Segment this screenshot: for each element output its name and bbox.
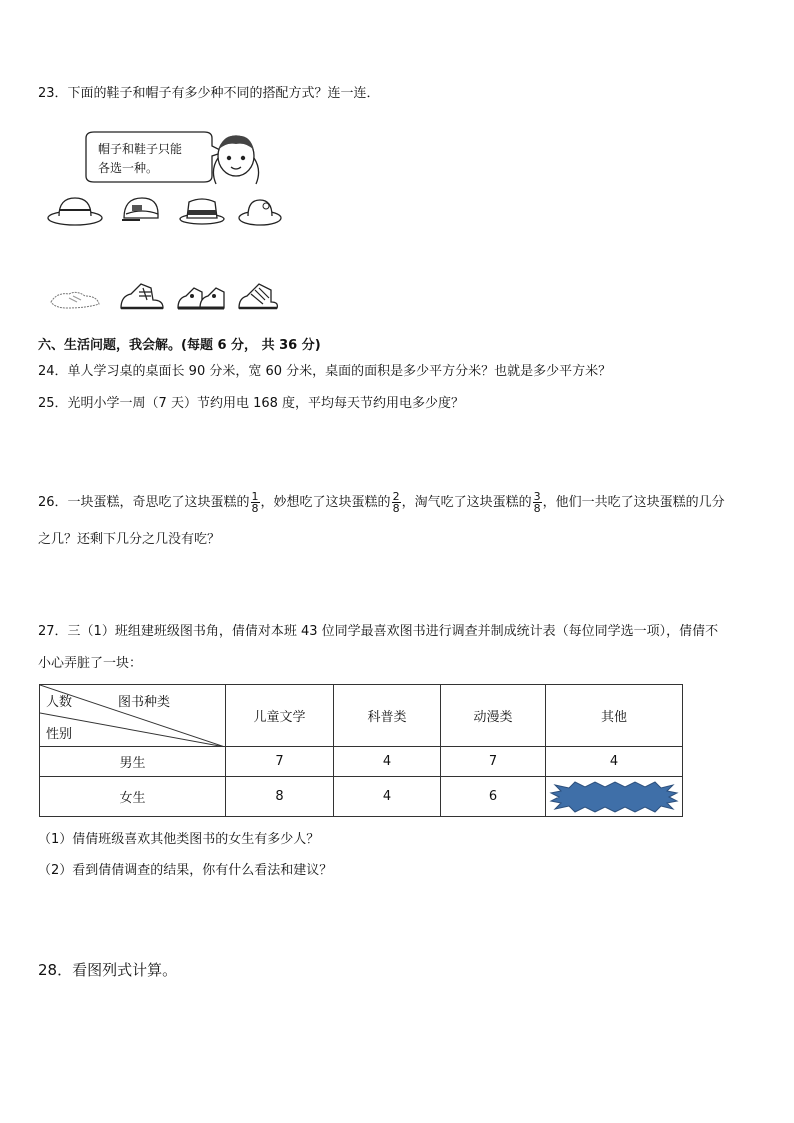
question-24-text: 24．单人学习桌的桌面长 90 分米，宽 60 分米，桌面的面积是多少平方分米？也就是多少平方米？ — [38, 364, 612, 379]
row-label-girls: 女生 — [40, 777, 226, 817]
cell-girls-3-stained — [546, 777, 683, 817]
frac1-denominator: 8 — [251, 502, 259, 515]
bubble-text-line2: 各选一种。 — [98, 161, 159, 175]
fraction-2-8 — [392, 491, 401, 514]
q26-part3: ，淘气吃了这块蛋糕的 — [401, 495, 532, 510]
cell-boys-2: 7 — [441, 747, 546, 777]
question-28-text: 28．看图列式计算。 — [38, 961, 178, 979]
hat-icon-2 — [118, 192, 164, 228]
shoe-icon-4 — [235, 280, 281, 314]
fraction-3-8 — [533, 491, 542, 514]
table-row-girls — [40, 777, 683, 817]
q26-part2: ，妙想吃了这块蛋糕的 — [260, 495, 391, 510]
cell-girls-1: 4 — [334, 777, 441, 817]
frac3-denominator: 8 — [533, 502, 541, 515]
section-6-heading: 六、生活问题，我会解。(每题 6 分， 共 36 分) — [38, 338, 321, 353]
q26-part4: ，他们一共吃了这块蛋糕的几分 — [542, 495, 725, 510]
bubble-text-line1: 帽子和鞋子只能 — [98, 142, 183, 156]
table-corner-cell — [40, 685, 226, 747]
cell-boys-1: 4 — [334, 747, 441, 777]
frac1-numerator: 1 — [251, 490, 259, 503]
frac2-denominator: 8 — [392, 502, 400, 515]
corner-label-count: 人数 — [46, 695, 73, 710]
girl-icon — [206, 128, 266, 190]
hat-icon-4 — [236, 192, 284, 228]
question-27-line2: 小心弄脏了一块： — [38, 656, 143, 671]
shoe-icon-3 — [174, 282, 228, 314]
row-label-boys: 男生 — [40, 747, 226, 777]
cell-boys-3: 4 — [546, 747, 683, 777]
question-26-line2: 之几？还剩下几分之几没有吃？ — [38, 532, 221, 547]
column-header-children-literature: 儿童文学 — [226, 685, 334, 747]
ink-stain-icon — [549, 781, 679, 813]
cell-girls-0: 8 — [226, 777, 334, 817]
stain-shape — [551, 782, 677, 812]
cell-boys-0: 7 — [226, 747, 334, 777]
question-26-line1 — [38, 490, 725, 516]
question-27-sub1: （1）倩倩班级喜欢其他类图书的女生有多少人？ — [38, 832, 320, 847]
hat-icon-3 — [177, 192, 227, 228]
hat-icon-1 — [45, 192, 105, 228]
column-header-comics: 动漫类 — [441, 685, 546, 747]
shoe-icon-1 — [47, 284, 103, 314]
table-row-boys — [40, 747, 683, 777]
column-header-other: 其他 — [546, 685, 683, 747]
corner-label-category: 图书种类 — [118, 695, 171, 710]
fraction-1-8-a — [251, 491, 260, 514]
question-25-text: 25．光明小学一周（7 天）节约用电 168 度，平均每天节约用电多少度？ — [38, 396, 465, 411]
question-27-sub2: （2）看到倩倩调查的结果，你有什么看法和建议？ — [38, 863, 333, 878]
q26-part1: 26．一块蛋糕，奇思吃了这块蛋糕的 — [38, 495, 250, 510]
frac3-numerator: 3 — [533, 490, 541, 503]
question-23-text: 23．下面的鞋子和帽子有多少种不同的搭配方式？连一连． — [38, 86, 380, 101]
question-27-line1: 27．三（1）班组建班级图书角，倩倩对本班 43 位同学最喜欢图书进行调查并制成统计表（每位同学选一项），倩倩不 — [38, 624, 719, 639]
shoe-icon-2 — [117, 278, 167, 314]
corner-label-gender: 性别 — [46, 727, 73, 742]
survey-table — [39, 684, 683, 817]
cell-girls-2: 6 — [441, 777, 546, 817]
column-header-science: 科普类 — [334, 685, 441, 747]
frac2-numerator: 2 — [392, 490, 400, 503]
